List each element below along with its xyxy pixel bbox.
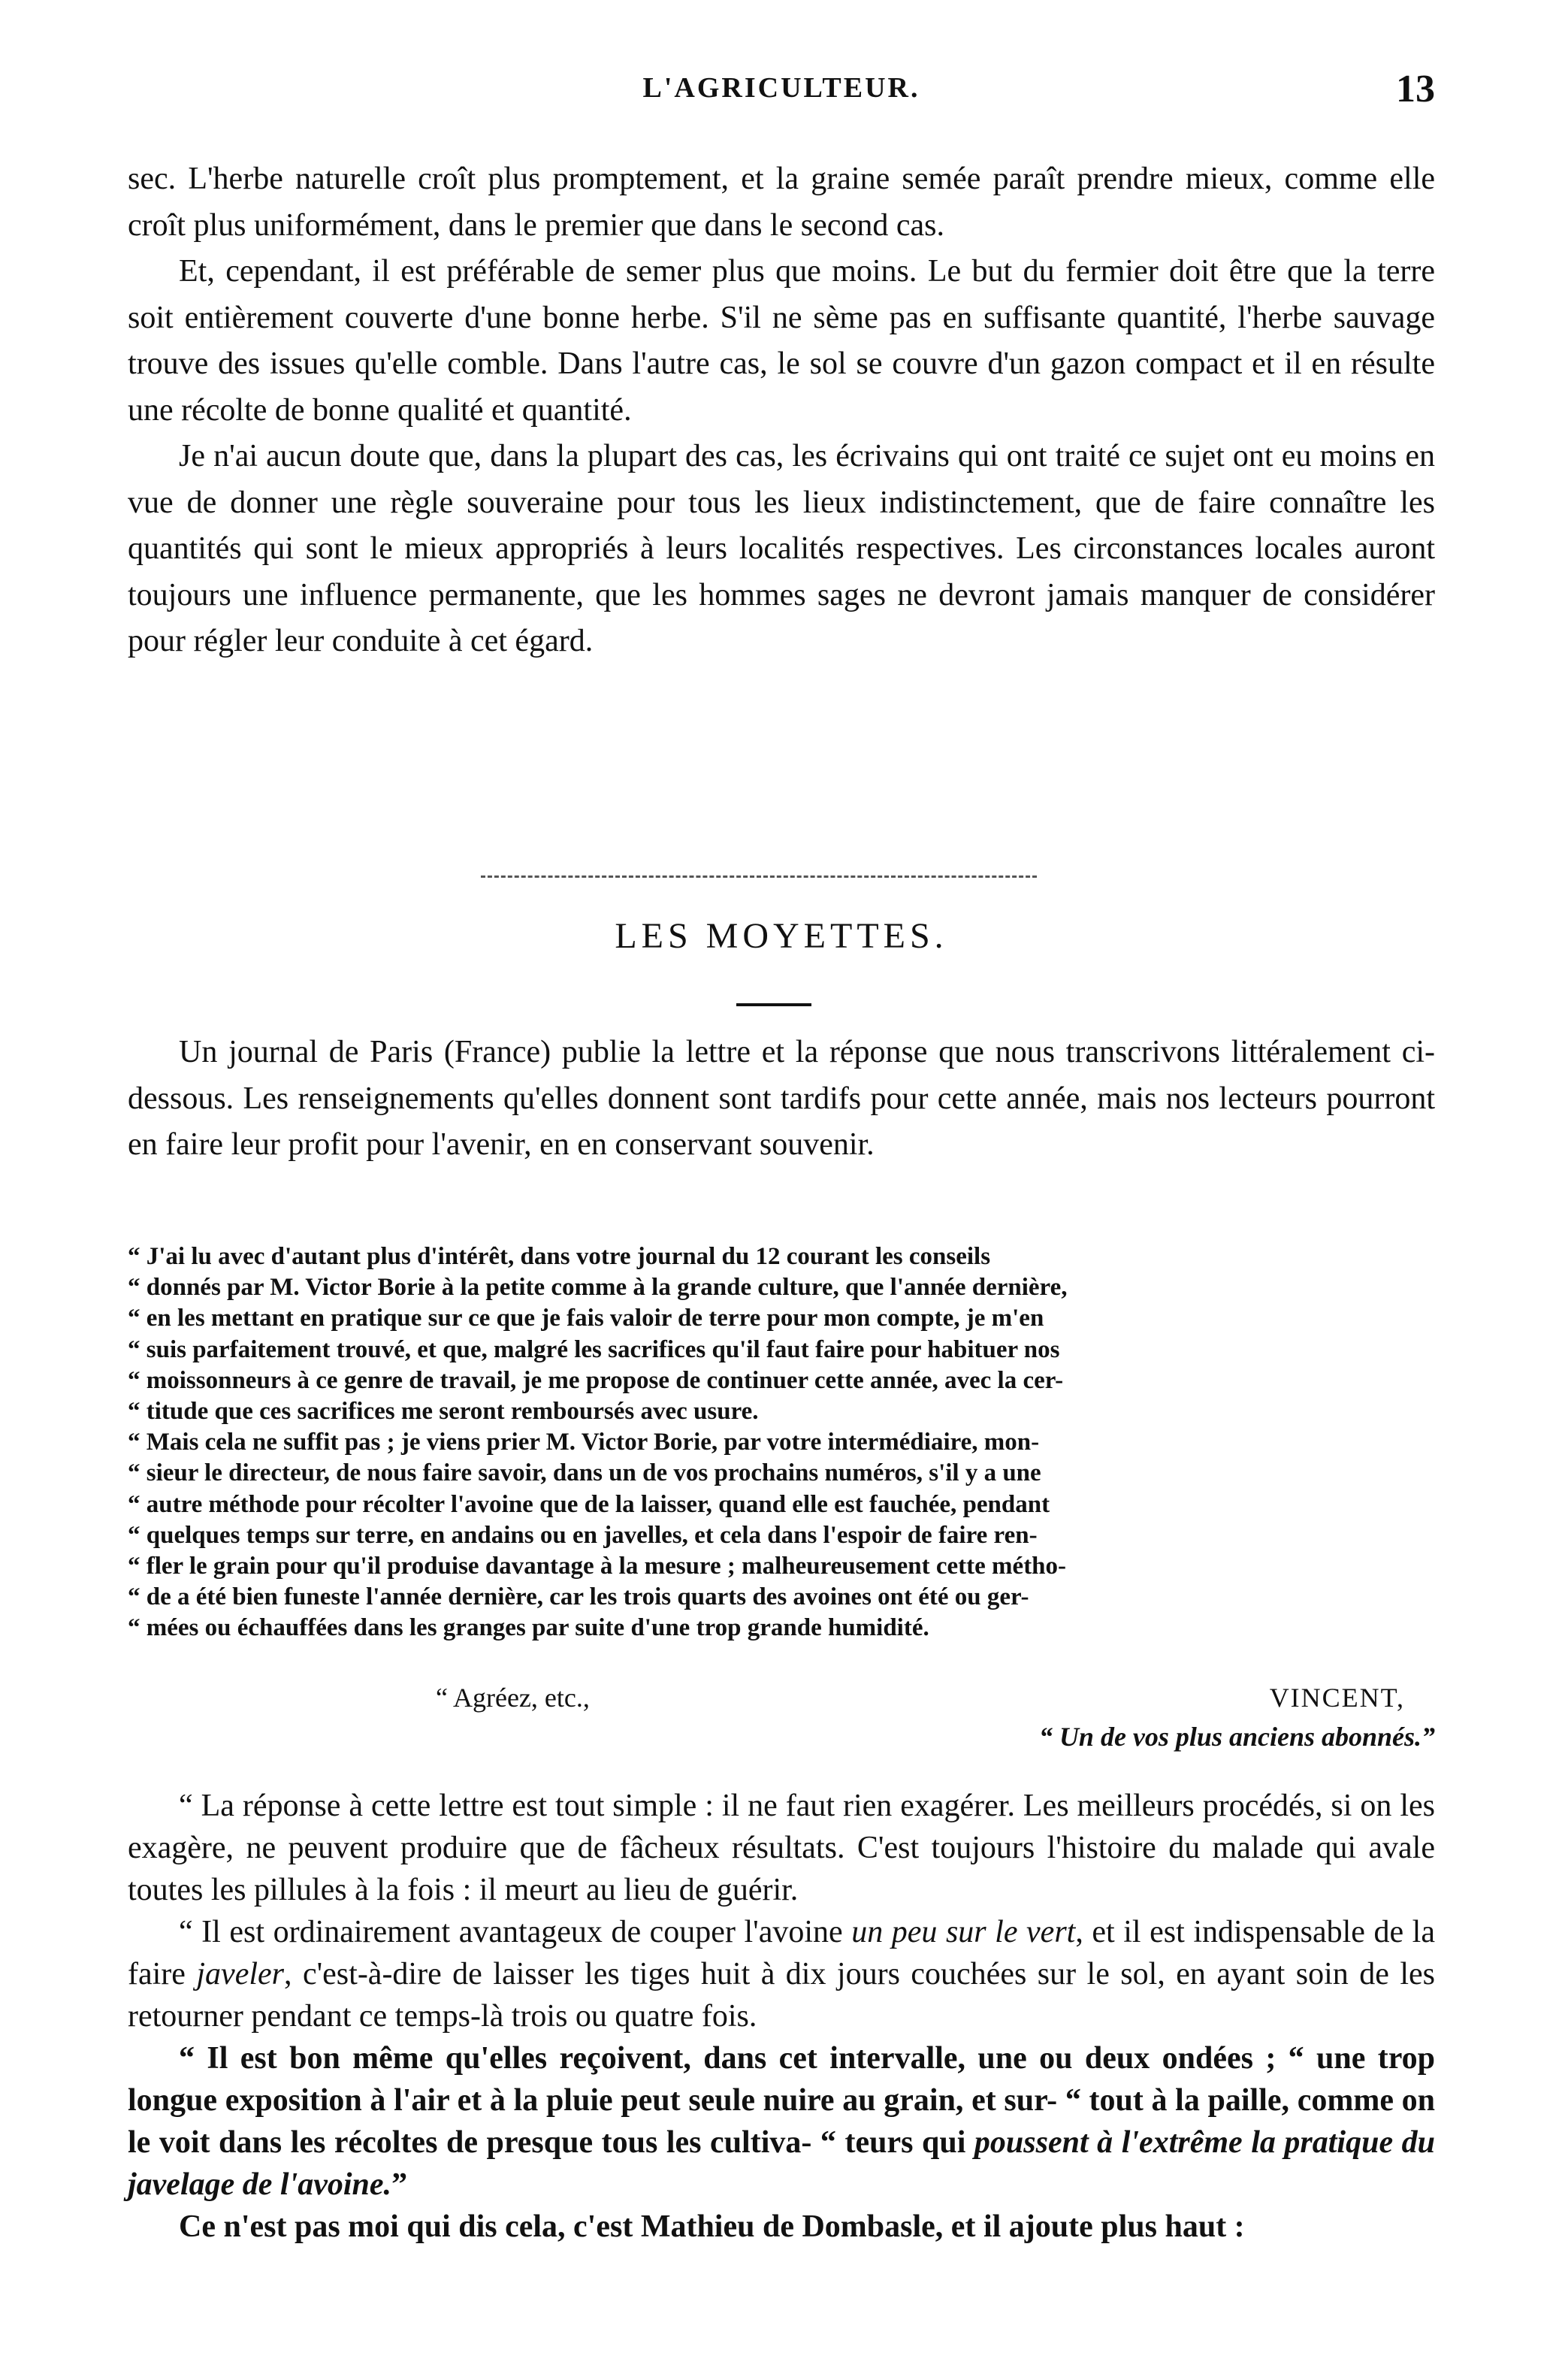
text-run: , c'est-à-dire de laisser les tiges huit à dix jours couchées sur le sol, en ayant soin de les retourner pendant ce temps-là trois ou quatre fois. — [128, 1957, 1435, 2034]
letter-signature: VINCENT, — [1269, 1683, 1405, 1713]
letter-quote — [128, 1241, 1435, 1644]
letter-line: “ donnés par M. Victor Borie à la petite comme à la grande culture, que l'année dernière, — [128, 1274, 1068, 1302]
letter-line: “ de a été bien funeste l'année dernière, car les trois quarts des avoines ont été ou ger- — [128, 1583, 1029, 1611]
section-intro — [128, 1030, 1435, 1169]
title-rule — [736, 1003, 811, 1006]
letter-line: “ J'ai lu avec d'autant plus d'intérêt, dans votre journal du 12 courant les conseils — [128, 1243, 991, 1270]
letter-line: “ titude que ces sacrifices me seront remboursés avec usure. — [128, 1398, 759, 1426]
italic-run: poussent à l'extrême la pratique du javelage de l'avoine. — [128, 2125, 1435, 2202]
paragraph — [128, 2037, 1435, 2206]
letter-closing: “ Agréez, etc., — [436, 1683, 590, 1713]
letter-line: “ quelques temps sur terre, en andains ou en javelles, et cela dans l'espoir de faire ren- — [128, 1521, 1038, 1549]
letter-line: “ suis parfaitement trouvé, et que, malgré les sacrifices qu'il faut faire pour habituer nos — [128, 1335, 1060, 1363]
italic-run: un peu sur le vert — [851, 1915, 1076, 1949]
text-run: “ Il est ordinairement avantageux de couper l'avoine — [179, 1915, 852, 1949]
paragraph: Je n'ai aucun doute que, dans la plupart des cas, les écrivains qui ont traité ce sujet ont eu moins en vue de donner une règle souveraine pour tous les lieux indistinctement, que de faire connaître les quantités qui sont le mieux appropriés à leurs localités respectives. Les circonstances locales auront toujours une influence permanente, que les hommes sages ne devront jamais manquer de considérer pour régler leur conduite à cet égard. — [128, 439, 1435, 658]
reply-text — [128, 1785, 1435, 2248]
paragraph: Un journal de Paris (France) publie la lettre et la réponse que nous transcrivons littéralement ci-dessous. Les renseignements qu'elles donnent sont tardifs pour cette année, mais nos lecteurs pourront en faire leur profit pour l'avenir, en en conservant souvenir. — [128, 1035, 1435, 1162]
letter-line: “ autre méthode pour récolter l'avoine que de la laisser, quand elle est fauchée, pendant — [128, 1490, 1050, 1518]
letter-line: “ en les mettant en pratique sur ce que je fais valoir de terre pour mon compte, je m'en — [128, 1305, 1044, 1332]
letter-signature-title: “ Un de vos plus anciens abonnés.” — [1038, 1722, 1435, 1752]
italic-run: javeler — [196, 1957, 284, 1991]
text-run: , et il est indispensable de la faire — [128, 1915, 1435, 1991]
paragraph: Et, cependant, il est préférable de semer plus que moins. Le but du fermier doit être que la terre soit entièrement couverte d'une bonne herbe. S'il ne sème pas en suffisante quantité, l'herbe sauvage trouve des issues qu'elle comble. Dans l'autre cas, le sol se couvre d'un gazon compact et il en résulte une récolte de bonne qualité et quantité. — [128, 254, 1435, 428]
letter-line: “ sieur le directeur, de nous faire savoir, dans un de vos prochains numéros, s'il y a une — [128, 1459, 1041, 1487]
letter-line: “ fler le grain pour qu'il produise davantage à la mesure ; malheureusement cette métho- — [128, 1553, 1067, 1580]
text-run: ” — [391, 2167, 408, 2202]
letter-line: “ mées ou échauffées dans les granges par suite d'une trop grande humidité. — [128, 1614, 929, 1642]
section-divider — [481, 875, 1037, 878]
paragraph: “ La réponse à cette lettre est tout simple : il ne faut rien exagérer. Les meilleurs procédés, si on les exagère, ne peuvent produire que de fâcheux résultats. C'est toujours l'histoire du malade qui avale toutes les pillules à la fois : il meurt au lieu de guérir. — [128, 1789, 1435, 1907]
paragraph — [128, 1911, 1435, 2037]
continuation-text — [128, 156, 1435, 665]
page-header — [128, 68, 1435, 116]
paragraph: sec. L'herbe naturelle croît plus promptement, et la graine semée paraît prendre mieux, comme elle croît plus uniformément, dans le premier que dans le second cas. — [128, 162, 1435, 243]
page-number: 13 — [1396, 68, 1435, 110]
paragraph: Ce n'est pas moi qui dis cela, c'est Mathieu de Dombasle, et il ajoute plus haut : — [179, 2209, 1245, 2244]
text-run: “ Il est bon même qu'elles reçoivent, dans cet intervalle, une ou deux ondées ; “ une trop longue exposition à l'air et à la pluie peut seule nuire au grain, et sur- “ tout à la paille, comme on le voit dans les récoltes de presque tous les cultiva- “ teurs qui — [128, 2041, 1435, 2160]
letter-line: “ moissonneurs à ce genre de travail, je me propose de continuer cette année, avec la cer- — [128, 1366, 1064, 1394]
running-title: L'AGRICULTEUR. — [642, 72, 920, 104]
letter-line: “ Mais cela ne suffit pas ; je viens prier M. Victor Borie, par votre intermédiaire, mon- — [128, 1429, 1040, 1456]
section-title: LES MOYETTES. — [615, 916, 948, 956]
